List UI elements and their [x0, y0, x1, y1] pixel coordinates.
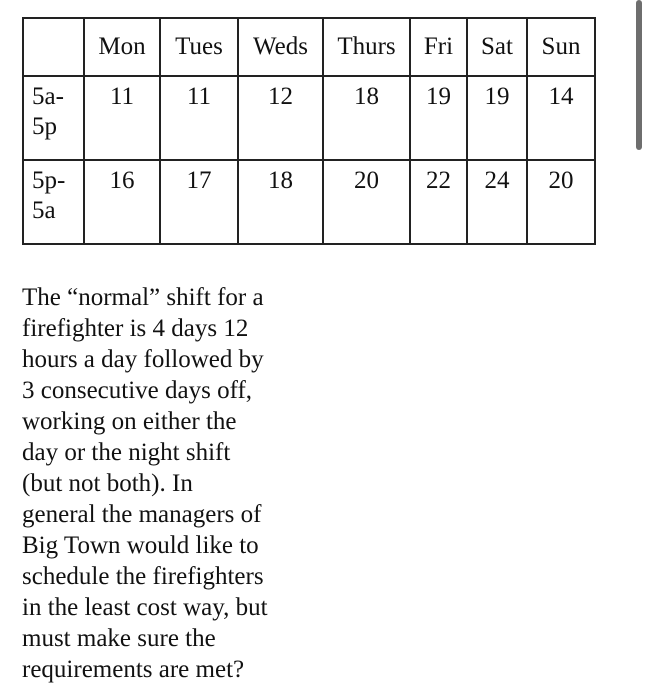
paragraph-line: (but not both). In [22, 470, 193, 497]
table-header-row [23, 18, 595, 76]
table-cell: 22 [410, 160, 467, 244]
table-cell: 18 [238, 160, 323, 244]
shift-label-night-line2: 5a [32, 197, 56, 224]
table-row-night-shift [23, 160, 595, 244]
table-cell: 24 [467, 160, 527, 244]
table-cell: 11 [84, 76, 160, 160]
scrollbar[interactable] [636, 0, 642, 150]
shift-label-night-line1: 5p- [32, 167, 66, 194]
header-thurs: Thurs [323, 18, 410, 76]
table-cell: 19 [467, 76, 527, 160]
shift-label-day [23, 76, 84, 160]
shift-label-day-line1: 5a- [32, 83, 64, 110]
paragraph-line: hours a day followed by [22, 346, 264, 373]
paragraph-line: firefighter is 4 days 12 [22, 315, 249, 342]
firefighter-requirements-table [22, 17, 596, 245]
header-sat: Sat [467, 18, 527, 76]
shift-label-day-line2: 5p [32, 113, 57, 140]
problem-description [22, 282, 312, 685]
table-cell: 19 [410, 76, 467, 160]
table-cell: 20 [527, 160, 595, 244]
paragraph-line: working on either the [22, 408, 237, 435]
paragraph-line: requirements are met? [22, 656, 245, 683]
table-cell: 14 [527, 76, 595, 160]
table-row-day-shift [23, 76, 595, 160]
table-cell: 17 [160, 160, 238, 244]
table-cell: 18 [323, 76, 410, 160]
header-sun: Sun [527, 18, 595, 76]
table-cell: 11 [160, 76, 238, 160]
paragraph-line: day or the night shift [22, 439, 231, 466]
header-weds: Weds [238, 18, 323, 76]
header-mon: Mon [84, 18, 160, 76]
paragraph-line: schedule the firefighters [22, 563, 264, 590]
paragraph-line: 3 consecutive days off, [22, 377, 253, 404]
paragraph-line: Big Town would like to [22, 532, 259, 559]
shift-label-night [23, 160, 84, 244]
paragraph-line: in the least cost way, but [22, 594, 268, 621]
table-cell: 20 [323, 160, 410, 244]
header-fri: Fri [410, 18, 467, 76]
table-cell: 12 [238, 76, 323, 160]
header-corner-cell [23, 18, 84, 76]
paragraph-line: general the managers of [22, 501, 262, 528]
paragraph-line: The “normal” shift for a [22, 284, 264, 311]
paragraph-line: must make sure the [22, 625, 216, 652]
table-cell: 16 [84, 160, 160, 244]
header-tues: Tues [160, 18, 238, 76]
